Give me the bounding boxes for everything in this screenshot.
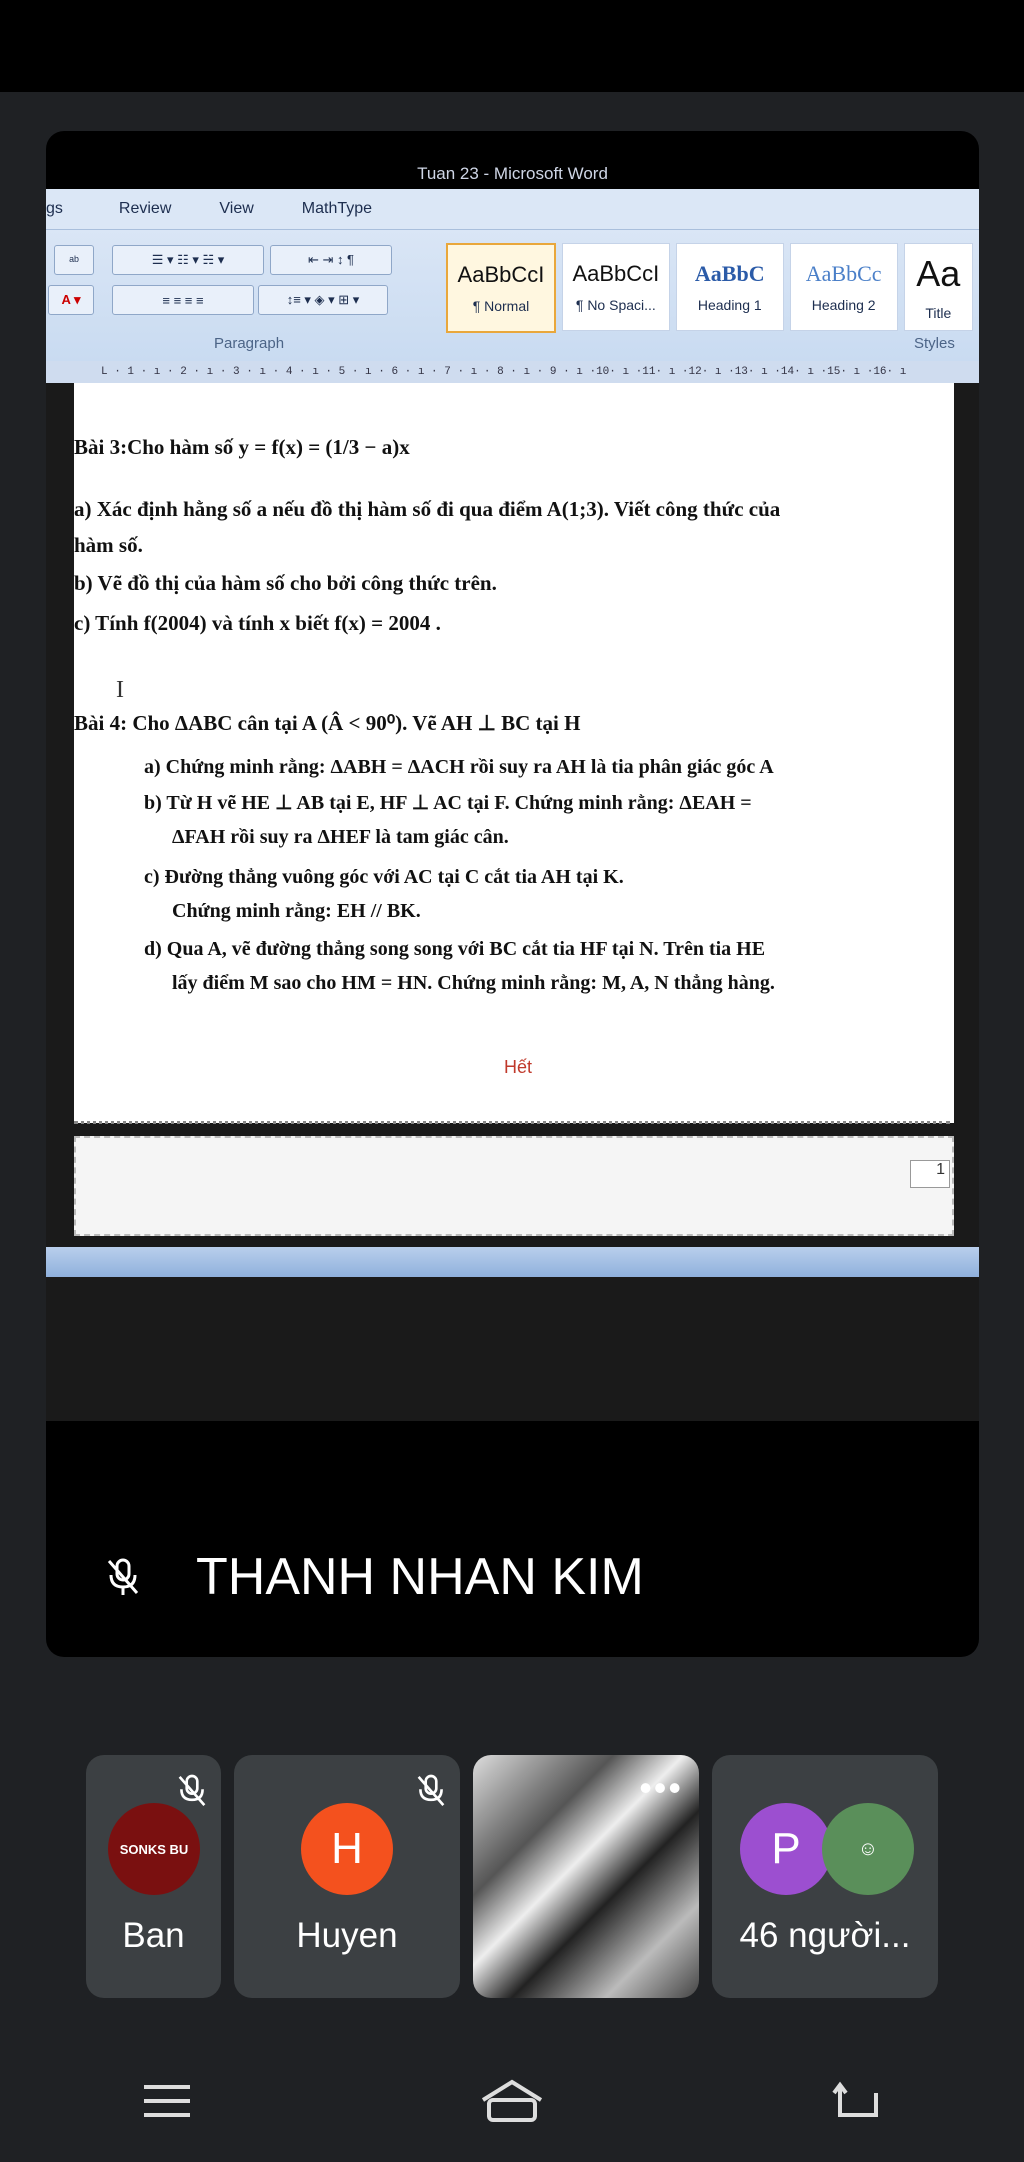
text-cursor-icon: I	[116, 677, 124, 703]
bai4-d-cont: lấy điểm M sao cho HM = HN. Chứng minh rằng: M, A, N thẳng hàng.	[172, 972, 775, 994]
bai4-b-cont: ΔFAH rồi suy ra ΔHEF là tam giác cân.	[172, 826, 509, 848]
participant-name: 46 người...	[739, 1916, 911, 1955]
bai3-a: a) Xác định hằng số a nếu đồ thị hàm số đi qua điểm A(1;3). Viết công thức của	[74, 497, 781, 521]
mic-off-icon	[177, 1773, 207, 1809]
participant-tile-others[interactable]	[712, 1755, 938, 1998]
presentation-tile[interactable]	[46, 131, 979, 1657]
group-label-styles: Styles	[914, 335, 955, 352]
group-label-paragraph: Paragraph	[214, 335, 285, 352]
styles-gallery	[446, 243, 979, 331]
participant-tile-huyen[interactable]	[234, 1755, 460, 1998]
ribbon	[46, 189, 979, 362]
status-bar	[0, 0, 1024, 92]
participant-name: Ban	[122, 1916, 185, 1955]
bai4-a: a) Chứng minh rằng: ΔABH = ΔACH rồi suy ra AH là tia phân giác góc A	[144, 756, 774, 778]
status-band	[46, 1247, 979, 1277]
system-navigation-bar	[0, 2040, 1024, 2162]
window-title: Tuan 23 - Microsoft Word	[417, 164, 608, 183]
more-options-icon[interactable]: •••	[639, 1767, 683, 1808]
presenter-name: THANH NHAN KIM	[196, 1548, 644, 1606]
avatar: P	[740, 1803, 832, 1895]
document-page	[74, 383, 954, 1123]
recent-apps-icon[interactable]	[142, 2081, 192, 2121]
style-heading-1: AaBbC Heading 1	[676, 243, 784, 331]
participant-name: Huyen	[296, 1916, 398, 1955]
tab-partial: gs	[46, 200, 63, 217]
style-title: Aa Title	[904, 243, 973, 331]
style-no-spacing: AaBbCcI ¶ No Spaci...	[562, 243, 670, 331]
style-normal: AaBbCcI ¶ Normal	[446, 243, 556, 333]
avatar-photo: ☺	[822, 1803, 914, 1895]
indent-sort-buttons: ⇤ ⇥ ↕ ¶	[270, 245, 392, 275]
avatar: SONKS BU	[108, 1803, 200, 1895]
footer-area	[74, 1136, 954, 1236]
avatar: H	[301, 1803, 393, 1895]
font-color-icon: A ▾	[48, 285, 94, 315]
style-heading-2: AaBbCc Heading 2	[790, 243, 898, 331]
ribbon-tabs	[46, 189, 979, 230]
participant-tile-ban[interactable]	[86, 1755, 221, 1998]
back-icon[interactable]	[832, 2081, 882, 2121]
end-text: Hết	[504, 1057, 533, 1077]
bai4-title: Bài 4: Cho ΔABC cân tại A (Â < 90⁰). Vẽ AH ⊥ BC tại H	[74, 711, 581, 735]
page-number: 1	[910, 1160, 950, 1188]
list-buttons: ☰ ▾ ☷ ▾ ☵ ▾	[112, 245, 264, 275]
mic-off-icon	[106, 1557, 140, 1597]
bai4-b: b) Từ H vẽ HE ⊥ AB tại E, HF ⊥ AC tại F. Chứng minh rằng: ΔEAH =	[144, 792, 752, 814]
bai4-d: d) Qua A, vẽ đường thẳng song song với BC cắt tia HF tại N. Trên tia HE	[144, 938, 766, 960]
bai3-c: c) Tính f(2004) và tính x biết f(x) = 2004 .	[74, 611, 441, 635]
bai3-title: Bài 3:Cho hàm số y = f(x) = (1/3 − a)x	[74, 435, 410, 459]
align-buttons: ≡ ≡ ≡ ≡	[112, 285, 254, 315]
page-break-line	[74, 1121, 950, 1124]
bai4-c: c) Đường thẳng vuông góc với AC tại C cắt tia AH tại K.	[144, 866, 624, 888]
tab-view: View	[219, 200, 254, 217]
clear-format-icon: ᵃᵇ	[54, 245, 94, 275]
bai4-c-cont: Chứng minh rằng: EH // BK.	[172, 900, 421, 922]
tab-mathtype: MathType	[301, 200, 373, 217]
spacing-shading-buttons: ↕≡ ▾ ◈ ▾ ⊞ ▾	[258, 285, 388, 315]
mic-off-icon	[416, 1773, 446, 1809]
shared-screen	[46, 151, 979, 1421]
tab-review: Review	[118, 200, 172, 217]
presenter-label	[106, 1547, 644, 1607]
bai3-a-cont: hàm số.	[74, 533, 143, 557]
participant-tile-video[interactable]	[473, 1755, 699, 1998]
home-icon[interactable]	[477, 2076, 547, 2126]
bai3-b: b) Vẽ đồ thị của hàm số cho bởi công thức trên.	[74, 571, 497, 595]
ruler: L · 1 · ı · 2 · ı · 3 · ı · 4 · ı · 5 · ı · 6 · ı · 7 · ı · 8 · ı · 9 · ı ·10· ı ·11· ı ·12· ı ·13· ı ·14· ı ·15· ı ·16· ı	[46, 361, 979, 383]
